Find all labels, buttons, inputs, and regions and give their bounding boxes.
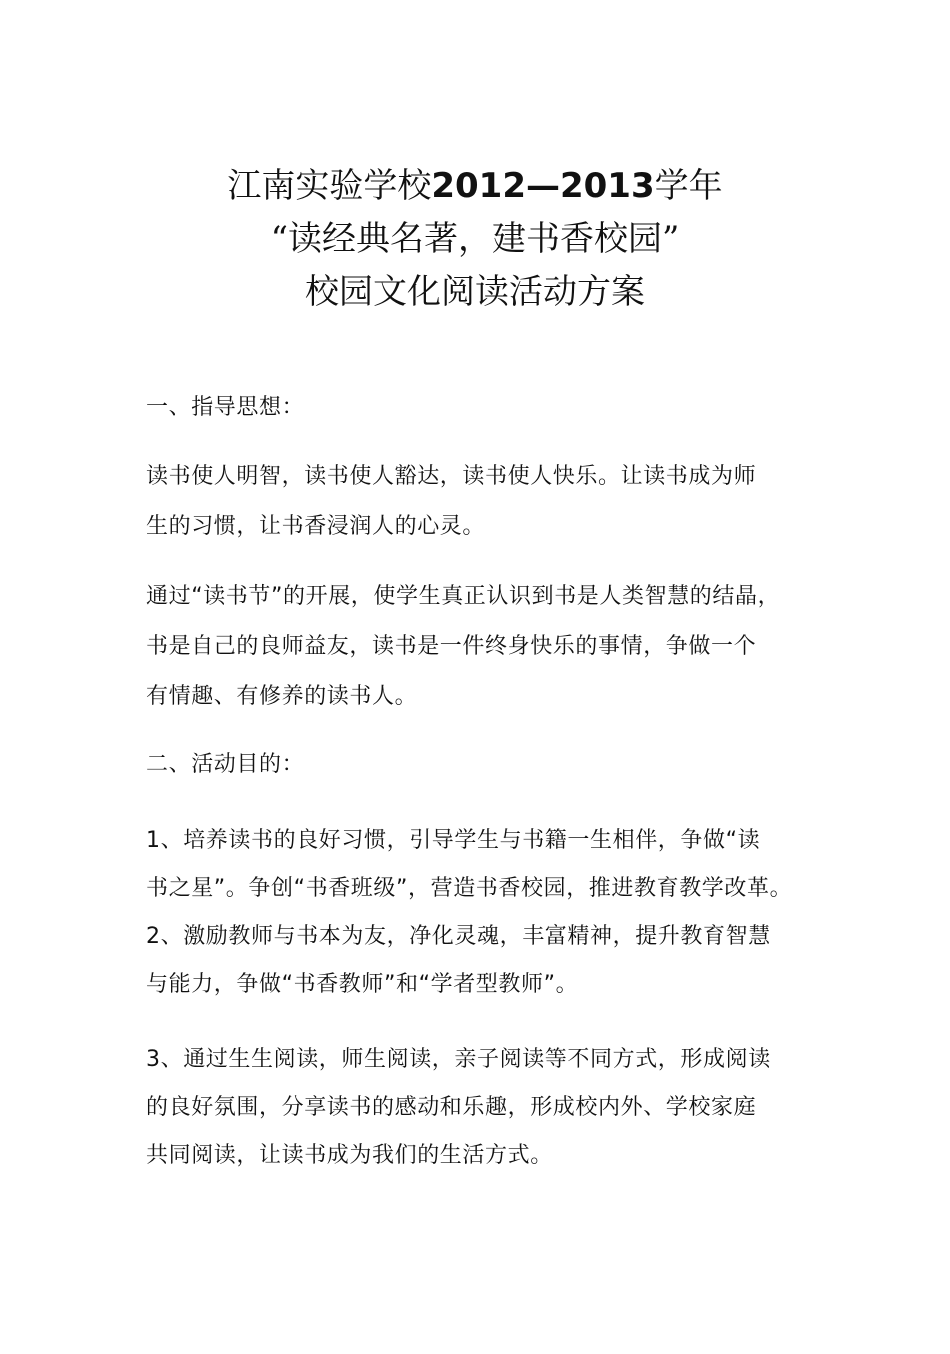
paragraph-line: 生的习惯，让书香浸润人的心灵。: [146, 514, 486, 539]
section-heading-guiding: 一、指导思想：: [146, 395, 305, 420]
goal-line: 1、培养读书的良好习惯，引导学生与书籍一生相伴，争做“读: [146, 828, 761, 853]
title-line-3: 校园文化阅读活动方案: [305, 272, 645, 312]
goal-line: 共同阅读，让读书成为我们的生活方式。: [146, 1143, 553, 1168]
section-heading-goals: 二、活动目的：: [146, 752, 305, 777]
title-line-1: [0, 160, 950, 213]
title-term: 学年: [654, 166, 723, 206]
title-line-2: “读经典名著，建书香校园”: [270, 219, 680, 259]
paragraph-line: 通过“读书节”的开展，使学生真正认识到书是人类智慧的结晶，: [146, 584, 781, 609]
paragraph-line: 读书使人明智，读书使人豁达，读书使人快乐。让读书成为师: [146, 464, 757, 489]
title-year: 2012—2013: [431, 166, 655, 206]
paragraph-line: 书是自己的良师益友，读书是一件终身快乐的事情，争做一个: [146, 634, 757, 659]
goal-line: 与能力，争做“书香教师”和“学者型教师”。: [146, 972, 579, 997]
goal-line: 3、通过生生阅读，师生阅读，亲子阅读等不同方式，形成阅读: [146, 1047, 771, 1072]
paragraph-line: 有情趣、有修养的读书人。: [146, 684, 418, 709]
goal-line: 2、激励教师与书本为友，净化灵魂，丰富精神，提升教育智慧: [146, 924, 771, 949]
document-title: [0, 160, 950, 319]
goal-line: 书之星”。争创“书香班级”，营造书香校园，推进教育教学改革。: [146, 876, 793, 901]
goal-line: 的良好氛围，分享读书的感动和乐趣，形成校内外、学校家庭: [146, 1095, 757, 1120]
title-school: 江南实验学校: [227, 166, 432, 206]
